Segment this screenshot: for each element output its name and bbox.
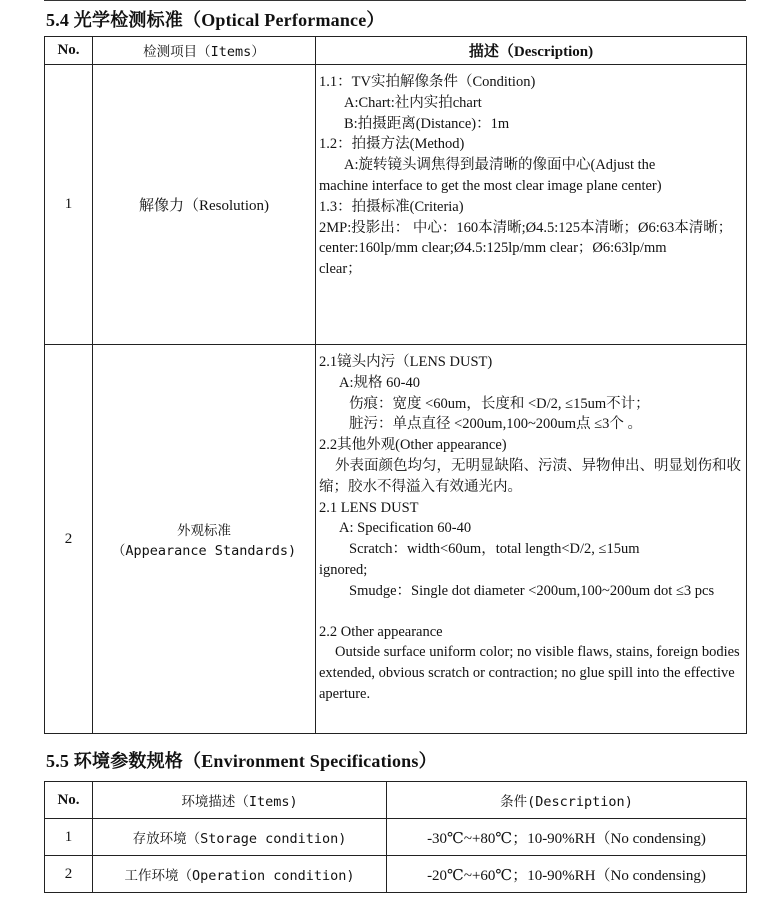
description-line: 2.2 Other appearance bbox=[319, 623, 443, 640]
description-line: 2.1镜头内污（LENS DUST) bbox=[319, 354, 493, 370]
table-row bbox=[45, 819, 747, 856]
item-name bbox=[93, 345, 316, 734]
section-5-4-title: 5.4 光学检测标准（Optical Performance） bbox=[46, 10, 385, 30]
description-line: 1.2：拍摄方法(Method) bbox=[319, 136, 465, 153]
item-name-en: （Appearance Standards) bbox=[111, 543, 297, 559]
table-header-row bbox=[45, 37, 747, 65]
header-description: 条件(Description) bbox=[387, 782, 747, 819]
table-row bbox=[45, 345, 747, 734]
row-number: 2 bbox=[45, 345, 93, 734]
item-name: 解像力（Resolution) bbox=[93, 65, 316, 345]
description-line: Scratch：width<60um，total length<D/2, ≤15um ignored; bbox=[319, 541, 640, 578]
top-rule bbox=[44, 0, 746, 1]
description-line: 2.1 LENS DUST bbox=[319, 499, 419, 516]
row-number: 2 bbox=[45, 856, 93, 893]
description-line: B:拍摄距离(Distance)：1m bbox=[344, 115, 510, 132]
description-line: 2.2其他外观(Other appearance) bbox=[319, 437, 507, 454]
blank-gap bbox=[319, 602, 743, 622]
description-line: 脏污：单点直径 <200um,100~200um点 ≤3个 。 bbox=[349, 416, 643, 433]
header-description: 描述（Description) bbox=[316, 37, 747, 65]
item-name: 工作环境（Operation condition) bbox=[93, 856, 387, 893]
environment-specifications-table bbox=[44, 781, 747, 893]
description-line: 外表面颜色均匀，无明显缺陷、污渍、异物伸出、明显划伤和收缩；胶水不得溢入有效通光内。 bbox=[319, 457, 741, 495]
condition-value: -30℃~+80℃；10-90%RH（No condensing) bbox=[387, 819, 747, 856]
table-row bbox=[45, 65, 747, 345]
table-header-row bbox=[45, 782, 747, 819]
condition-value: -20℃~+60℃；10-90%RH（No condensing) bbox=[387, 856, 747, 893]
item-description bbox=[316, 345, 747, 734]
header-no: No. bbox=[45, 782, 93, 819]
item-description bbox=[316, 65, 747, 345]
item-name: 存放环境（Storage condition) bbox=[93, 819, 387, 856]
description-line: A:旋转镜头调焦得到最清晰的像面中心(Adjust the bbox=[344, 157, 656, 174]
description-line: 1.3：拍摄标准(Criteria) bbox=[319, 198, 464, 215]
item-name-cn: 外观标准 bbox=[177, 523, 231, 539]
description-line: 1.1：TV实拍解像条件（Condition) bbox=[319, 74, 536, 90]
description-line: A: Specification 60-40 bbox=[339, 520, 472, 537]
header-no: No. bbox=[45, 37, 93, 65]
header-items: 环境描述（Items) bbox=[93, 782, 387, 819]
header-items: 检测项目（Items） bbox=[93, 37, 316, 65]
row-number: 1 bbox=[45, 65, 93, 345]
row-number: 1 bbox=[45, 819, 93, 856]
description-line: Outside surface uniform color; no visible flaws, stains, foreign bodies extended, obvious scratch or contraction; no glue spill into the effective aperture. bbox=[319, 644, 740, 702]
section-5-5-title: 5.5 环境参数规格（Environment Specifications） bbox=[46, 751, 437, 771]
description-line: A:Chart:社内实拍chart bbox=[344, 94, 482, 111]
description-line: A:规格 60-40 bbox=[339, 374, 420, 391]
description-line: 伤痕：宽度 <60um，长度和 <D/2, ≤15um不计； bbox=[349, 395, 650, 412]
description-line: center:160lp/mm clear;Ø4.5:125lp/mm clear；Ø6:63lp/mm clear； bbox=[319, 240, 667, 278]
description-line: machine interface to get the most clear image plane center) bbox=[319, 177, 662, 194]
description-line: Smudge：Single dot diameter <200um,100~200um dot ≤3 pcs bbox=[349, 582, 715, 599]
optical-performance-table bbox=[44, 36, 747, 734]
table-row bbox=[45, 856, 747, 893]
description-line: 2MP:投影出： 中心：160本清晰;Ø4.5:125本清晰；Ø6:63本清晰； bbox=[319, 219, 733, 236]
